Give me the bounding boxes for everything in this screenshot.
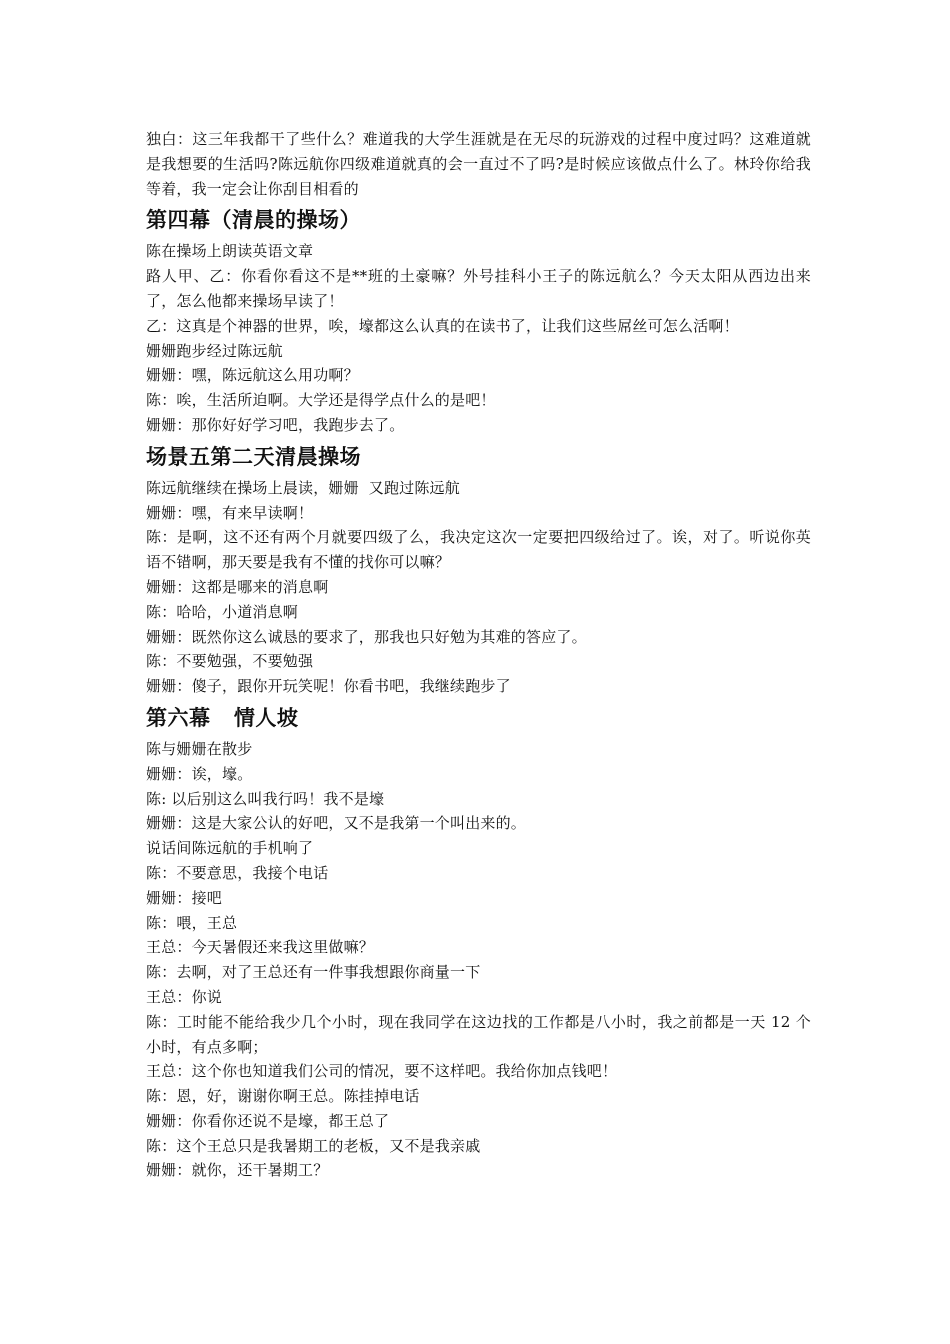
scene-4-line: 陈在操场上朗读英语文章: [146, 242, 314, 261]
scene-6-heading: 第六幕 情人坡: [146, 705, 299, 730]
scene-5-line: 陈远航继续在操场上晨读，姗姗 又跑过陈远航: [146, 478, 460, 497]
scene-6-line: 陈：恩，好，谢谢你啊王总。陈挂掉电话: [146, 1087, 420, 1106]
scene-4-line: 姗姗：那你好好学习吧，我跑步去了。: [146, 415, 405, 434]
scene-5-heading: 场景五第二天清晨操场: [146, 444, 361, 469]
scene-5-line: 姗姗：既然你这么诚恳的要求了，那我也只好勉为其难的答应了。: [146, 627, 587, 646]
scene-5-line: 姗姗：傻子，跟你开玩笑呢！你看书吧，我继续跑步了: [146, 677, 511, 696]
scene-6-line: 王总：这个你也知道我们公司的情况，要不这样吧。我给你加点钱吧！: [146, 1062, 618, 1081]
scene-4-line: 姗姗：嘿，陈远航这么用功啊？: [146, 366, 359, 385]
scene-4-line: 乙：这真是个神器的世界，唉，壕都这么认真的在读书了，让我们这些屌丝可怎么活啊！: [146, 316, 739, 335]
scene-6-line: 姗姗：诶，壕。: [146, 764, 253, 783]
document-page: [146, 127, 811, 1183]
scene-4-line: 姗姗跑步经过陈远航: [146, 341, 283, 360]
scene-6-line: 姗姗：就你，还干暑期工？: [146, 1161, 329, 1180]
scene-6-line: 陈: 以后别这么叫我行吗！我不是壕: [146, 789, 385, 808]
scene-6-line: 姗姗：接吧: [146, 888, 223, 907]
scene-6-line: 王总：今天暑假还来我这里做嘛？: [146, 938, 375, 957]
scene-6-line: 王总：你说: [146, 987, 223, 1006]
scene-6-line: 说话间陈远航的手机响了: [146, 839, 314, 858]
scene-5-line: 姗姗：这都是哪来的消息啊: [146, 577, 329, 596]
scene-5-line: 姗姗：嘿，有来早读啊！: [146, 503, 314, 522]
scene-6-line: 姗姗：你看你还说不是壕，都王总了: [146, 1111, 390, 1130]
scene-6-line: 陈：去啊，对了王总还有一件事我想跟你商量一下: [146, 963, 481, 982]
scene-6-line: 姗姗：这是大家公认的好吧，又不是我第一个叫出来的。: [146, 814, 527, 833]
scene-4-line: 陈：唉，生活所迫啊。大学还是得学点什么的是吧！: [146, 391, 496, 410]
monologue-paragraph: 独白：这三年我都干了些什么？难道我的大学生涯就是在无尽的玩游戏的过程中度过吗？这难道就是我想要的生活吗?陈远航你四级难道就真的会一直过不了吗?是时候应该做点什么了。林玲你给我等着，我一定会让你刮目相看的: [146, 130, 811, 198]
scene-5-line: 陈：不要勉强，不要勉强: [146, 652, 314, 671]
scene-6-line: 陈与姗姗在散步: [146, 739, 253, 758]
scene-4-line: 路人甲、乙：你看你看这不是**班的土豪嘛？外号挂科小王子的陈远航么？今天太阳从西边出来了，怎么他都来操场早读了！: [146, 267, 811, 310]
scene-6-line: 陈：喂，王总: [146, 913, 238, 932]
scene-6-line: 陈：这个王总只是我暑期工的老板，又不是我亲戚: [146, 1136, 481, 1155]
scene-6-line: 陈：工时能不能给我少几个小时，现在我同学在这边找的工作都是八小时，我之前都是一天 12 个小时，有点多啊；: [146, 1012, 811, 1056]
scene-5-line: 陈：哈哈，小道消息啊: [146, 602, 299, 621]
scene-4-heading: 第四幕（清晨的操场）: [146, 208, 361, 233]
scene-6-line: 陈：不要意思，我接个电话: [146, 863, 329, 882]
scene-5-line: 陈：是啊，这不还有两个月就要四级了么，我决定这次一定要把四级给过了。诶，对了。听说你英语不错啊，那天要是我有不懂的找你可以嘛？: [146, 528, 811, 572]
